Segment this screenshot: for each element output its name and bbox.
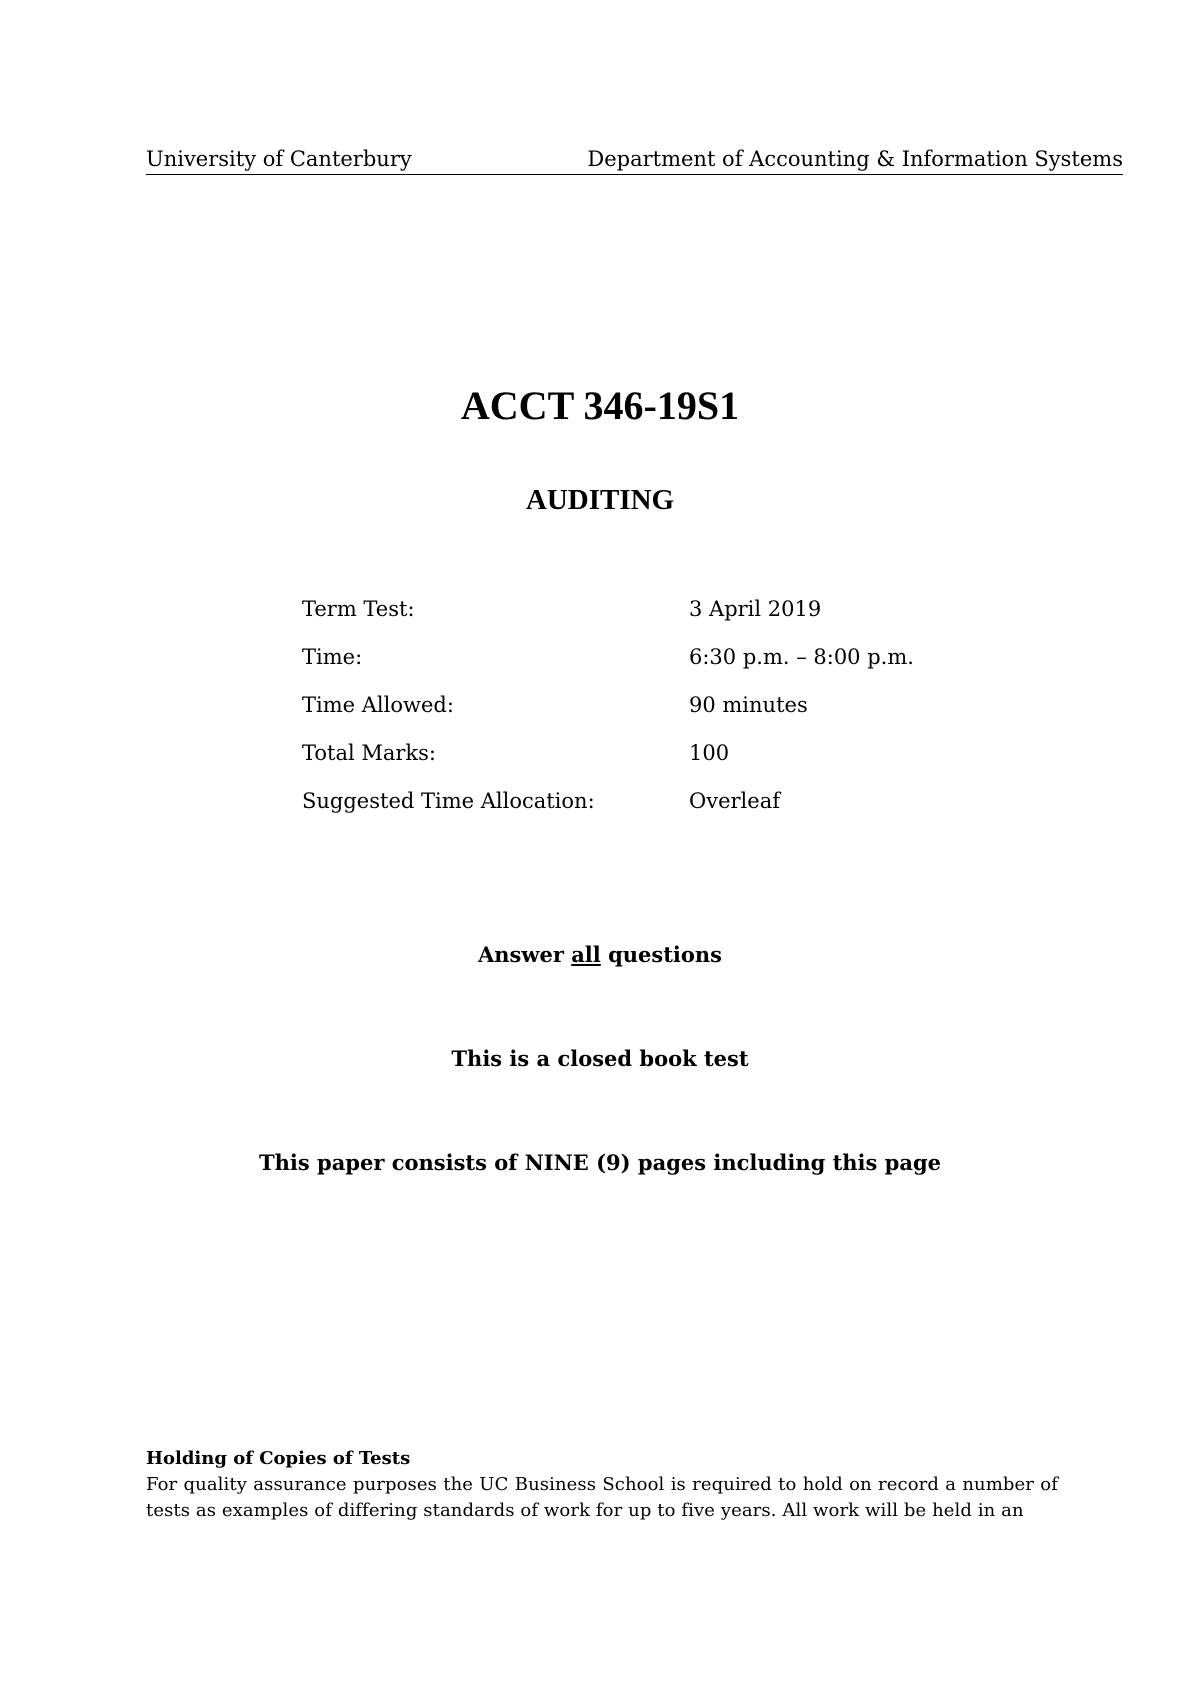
answer-all-notice xyxy=(0,940,1200,970)
subject-title: AUDITING xyxy=(525,484,675,516)
department-name: Department of Accounting & Information Systems xyxy=(587,147,1123,171)
closed-book-notice: This is a closed book test xyxy=(451,1046,749,1071)
page-count-notice: This paper consists of NINE (9) pages including this page xyxy=(259,1150,941,1175)
detail-row-term-test xyxy=(302,594,922,642)
detail-label: Time Allowed: xyxy=(302,693,454,717)
detail-value: 6:30 p.m. – 8:00 p.m. xyxy=(689,645,914,669)
holding-heading: Holding of Copies of Tests xyxy=(146,1448,411,1469)
detail-row-time-allocation xyxy=(302,786,922,834)
detail-value: 100 xyxy=(689,741,730,765)
course-code-title: ACCT 346-19S1 xyxy=(460,383,740,428)
institution-name: University of Canterbury xyxy=(146,147,412,171)
test-details xyxy=(302,594,922,834)
detail-label: Suggested Time Allocation: xyxy=(302,789,595,813)
holding-paragraph: For quality assurance purposes the UC Business School is required to hold on record a number of tests as examples of differing standards of work for up to five years. All work will be held in an xyxy=(146,1474,1058,1521)
detail-label: Time: xyxy=(302,645,363,669)
detail-row-time xyxy=(302,642,922,690)
detail-value: Overleaf xyxy=(689,789,780,813)
detail-value: 90 minutes xyxy=(689,693,808,717)
detail-row-total-marks xyxy=(302,738,922,786)
answer-suffix: questions xyxy=(600,942,722,967)
detail-label: Term Test: xyxy=(302,597,415,621)
detail-value: 3 April 2019 xyxy=(689,597,822,621)
holding-section xyxy=(146,1446,1058,1524)
answer-prefix: Answer xyxy=(478,942,572,967)
page-header xyxy=(146,144,1123,175)
detail-label: Total Marks: xyxy=(302,741,437,765)
answer-emphasis: all xyxy=(571,942,601,967)
detail-row-time-allowed xyxy=(302,690,922,738)
